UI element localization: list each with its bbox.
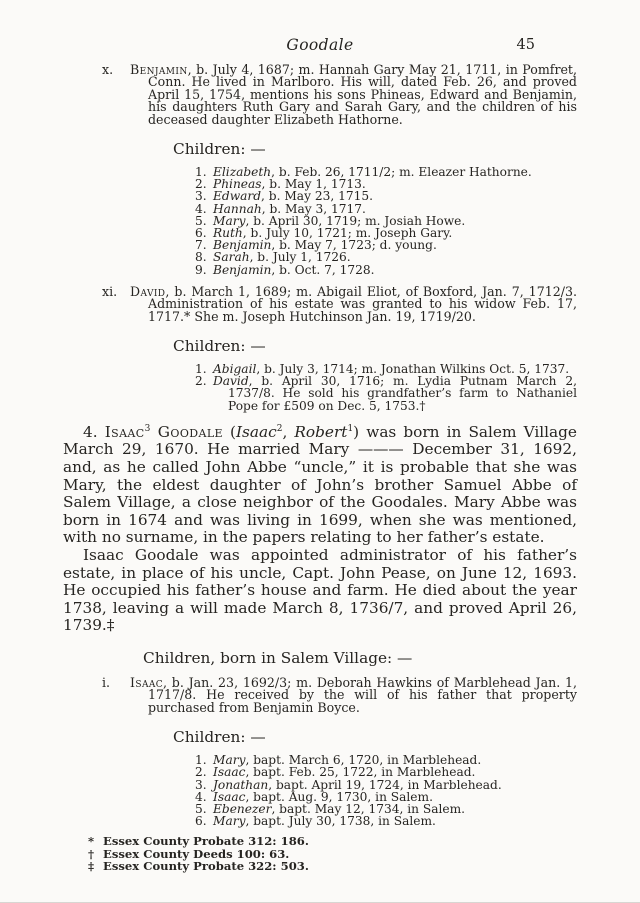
child-name: David [213, 374, 249, 389]
entry-isaac-jr [63, 677, 577, 714]
child-text: , b. Oct. 7, 1728. [271, 262, 375, 277]
footnote-text: Essex County Probate 322: 503. [103, 859, 309, 874]
child-number: 9. [195, 262, 207, 277]
child-name: Sarah [213, 250, 250, 265]
child-text: , b. Feb. 26, 1711/2; m. Eleazer Hathorne. [271, 165, 532, 180]
person-name: Benjamin [130, 62, 188, 77]
child-number: 5. [195, 802, 207, 817]
separator: , [282, 422, 295, 441]
child-name: Ebenezer [213, 802, 272, 817]
person-name: David [130, 283, 166, 299]
entry-david [63, 283, 577, 324]
child-number: 1. [195, 753, 207, 768]
child-name: Mary [213, 814, 246, 829]
footnote-text: Essex County Probate 312: 186. [103, 834, 309, 849]
child-name: Benjamin [213, 262, 272, 277]
running-header [63, 36, 577, 54]
child-number: 1. [195, 165, 207, 180]
child-number: 4. [195, 789, 207, 804]
child-number: 6. [195, 226, 207, 241]
child-name: Mary [213, 753, 246, 768]
child-text: , bapt. Aug. 9, 1730, in Salem. [245, 789, 433, 804]
child-number: 8. [195, 250, 207, 265]
entry-text: , b. Jan. 23, 1692/3; m. Deborah Hawkins of Marblehead Jan. 1, 1717/8. He received by the will of his father that property purchased from Benjamin Boyce. [148, 675, 577, 715]
generation-superscript: 2 [276, 423, 283, 434]
child-name: Isaac [213, 765, 246, 780]
child-text: , bapt. March 6, 1720, in Marblehead. [245, 753, 482, 768]
child-item [63, 264, 577, 276]
child-name: Benjamin [213, 238, 272, 253]
child-name: Isaac [213, 789, 246, 804]
child-item [63, 375, 577, 412]
child-text: , b. May 7, 1723; d. young. [271, 238, 437, 253]
person-surname: Goodale [150, 422, 223, 441]
children-heading: Children: — [173, 140, 266, 159]
child-text: , b. April 30, 1716; m. Lydia Putnam March 2, 1737/8. He sold his grandfather’s farm to Nathaniel Pope for £509 on Dec. 5, 1753.† [228, 374, 577, 413]
child-item [63, 815, 577, 827]
generation-superscript: 3 [144, 423, 151, 434]
generation-superscript: 1 [347, 423, 354, 434]
child-number: 3. [195, 777, 207, 792]
child-number: 2. [195, 177, 207, 192]
children-list-david [63, 363, 577, 412]
child-name: Jonathan [213, 777, 269, 792]
footnotes [63, 835, 577, 872]
entry-roman-numeral: xi. [102, 283, 118, 299]
child-number: 3. [195, 189, 207, 204]
footnote-marker: ‡ [88, 859, 95, 874]
children-salem-heading: Children, born in Salem Village: — [143, 649, 413, 668]
paragraph-isaac-goodale [63, 424, 577, 547]
child-text: , bapt. July 30, 1738, in Salem. [245, 814, 436, 829]
child-name: Hannah [213, 201, 262, 216]
entry-roman-numeral: i. [102, 675, 111, 691]
child-text: , b. May 3, 1717. [261, 201, 366, 216]
lineage-name: Isaac [236, 422, 277, 441]
footnote-marker: * [88, 834, 95, 849]
footnote-marker: † [88, 846, 95, 861]
child-name: Phineas [213, 177, 262, 192]
child-number: 5. [195, 213, 207, 228]
person-name: Isaac [130, 675, 164, 691]
lineage-name: Robert [294, 422, 348, 441]
child-text: , b. April 30, 1719; m. Josiah Howe. [245, 213, 466, 228]
child-number: 6. [195, 814, 207, 829]
child-text: , b. July 10, 1721; m. Joseph Gary. [242, 226, 453, 241]
child-number: 1. [195, 362, 207, 377]
paragraph-number: 4. [83, 422, 105, 441]
child-name: Abigail [213, 362, 257, 377]
child-text: , bapt. April 19, 1724, in Marblehead. [268, 777, 502, 792]
entry-benjamin [63, 64, 577, 126]
entry-text: , b. March 1, 1689; m. Abigail Eliot, of Boxford, Jan. 7, 1712/3. Administration of his estate was granted to his widow Feb. 17, 1717.* She m. Joseph Hutchinson Jan. 19, 1719/20. [148, 283, 577, 324]
child-text: , bapt. Feb. 25, 1722, in Marblehead. [245, 765, 476, 780]
entry-roman-numeral: x. [102, 62, 114, 77]
paren: ( [222, 422, 237, 441]
person-name: Isaac [104, 422, 145, 441]
paragraph-isaac-goodale-2: Isaac Goodale was appointed administrator of his father’s estate, in place of his uncle, Capt. John Pease, on June 12, 1693. He occupied his father’s house and farm. He died about the year 1738, leaving a will made March 8, 1736/7, and proved April 26, 1739.‡ [63, 546, 577, 635]
entry-text: , b. July 4, 1687; m. Hannah Gary May 21, 1711, in Pomfret, Conn. He lived in Marlboro. His will, dated Feb. 26, and proved April 15, 1754, mentions his sons Phineas, Edward and Benjamin, his daughters Ruth Gary and Sarah Gary, and the children of his deceased daughter Elizabeth Hathorne. [148, 62, 577, 127]
child-name: Elizabeth [213, 165, 272, 180]
child-name: Edward [213, 189, 262, 204]
child-text: , b. May 1, 1713. [261, 177, 366, 192]
child-text: , b. July 1, 1726. [249, 250, 351, 265]
child-number: 4. [195, 201, 207, 216]
page-number: 45 [516, 37, 535, 53]
child-text: , b. July 3, 1714; m. Jonathan Wilkins Oct. 5, 1737. [256, 362, 570, 377]
page-title: Goodale [286, 36, 354, 54]
paragraph-text: ) was born in Salem Village March 29, 1670. He married Mary ——— December 31, 1692, and, as he called John Abbe “uncle,” it is probable that she was Mary, the eldest daughter of John’s brother Samuel Abbe of Salem Village, a close neighbor of the Goodales. Mary Abbe was born in 1674 and was living in 1699, when she was mentioned, with no surname, in the papers relating to her father’s estate. [63, 422, 577, 547]
children-list-isaac-jr [63, 754, 577, 827]
child-text: , bapt. May 12, 1734, in Salem. [271, 802, 466, 817]
child-name: Ruth [213, 226, 243, 241]
footnote-item [63, 860, 577, 872]
child-text: , b. May 23, 1715. [261, 189, 373, 204]
child-number: 7. [195, 238, 207, 253]
child-number: 2. [195, 765, 207, 780]
child-number: 2. [195, 374, 207, 389]
children-heading: Children: — [173, 337, 266, 356]
children-heading: Children: — [173, 728, 266, 747]
footnote-text: Essex County Deeds 100: 63. [103, 846, 290, 861]
child-name: Mary [213, 213, 246, 228]
children-list-benjamin [63, 166, 577, 276]
